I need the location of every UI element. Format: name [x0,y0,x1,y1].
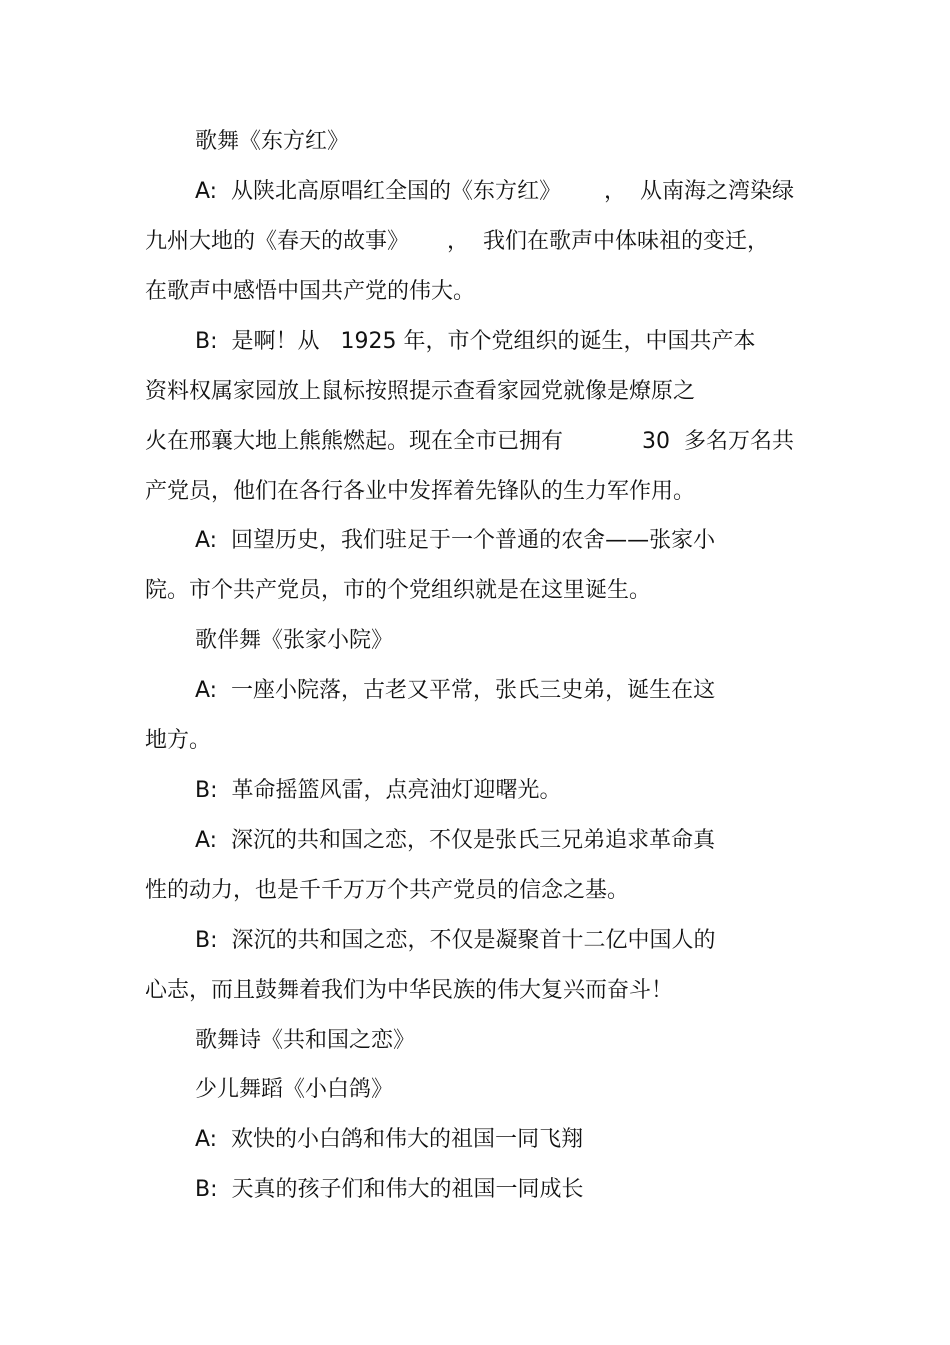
dialogue-line: 地方。 [145,728,212,753]
dialogue-line-continuation: 30 多名万名共 [642,429,794,454]
dialogue-line: B: 天真的孩子们和伟大的祖国一同成长 [195,1177,584,1202]
dialogue-line: 在歌声中感悟中国共产党的伟大。 [145,279,476,304]
program-title-dongfanghong: 歌舞《东方红》 [195,129,350,154]
dialogue-line: A: 深沉的共和国之恋，不仅是张氏三兄弟追求革命真 [195,828,716,853]
dialogue-line: B: 是啊！从 1925 年，市个党组织的诞生，中国共产本 [195,329,756,354]
dialogue-line: 产党员，他们在各行各业中发挥着先锋队的生力军作用。 [145,479,696,504]
dialogue-line: 九州大地的《春天的故事》 [145,229,410,254]
dialogue-line: 资料权属家园放上鼠标按照提示查看家园党就像是燎原之 [145,379,696,404]
dialogue-line: 院。市个共产党员，市的个党组织就是在这里诞生。 [145,578,652,603]
program-title-gongheguo-zhilian: 歌舞诗《共和国之恋》 [195,1028,416,1053]
dialogue-line: A: 一座小院落，古老又平常，张氏三史弟，诞生在这 [195,678,716,703]
program-title-xiao-baige: 少儿舞蹈《小白鸽》 [195,1077,394,1102]
dialogue-line: B: 革命摇篮风雷，点亮油灯迎曙光。 [195,778,562,803]
program-title-zhangjia-xiaoyuan: 歌伴舞《张家小院》 [195,628,394,653]
dialogue-line: A: 从陕北高原唱红全国的《东方红》 [195,179,562,204]
dialogue-line: 性的动力，也是千千万万个共产党员的信念之基。 [145,878,630,903]
dialogue-line: A: 回望历史，我们驻足于一个普通的农舍——张家小 [195,528,716,553]
dialogue-line: 心志，而且鼓舞着我们为中华民族的伟大复兴而奋斗！ [145,978,674,1003]
dialogue-line: 火在邢襄大地上熊熊燃起。现在全市已拥有 [145,429,564,454]
dialogue-line: B: 深沉的共和国之恋，不仅是凝聚首十二亿中国人的 [195,928,716,953]
dialogue-line-continuation: ， 我们在歌声中体味祖的变迁， [447,229,769,254]
dialogue-line: A: 欢快的小白鸽和伟大的祖国一同飞翔 [195,1127,584,1152]
dialogue-line-continuation: ， 从南海之湾染绿 [604,179,794,204]
